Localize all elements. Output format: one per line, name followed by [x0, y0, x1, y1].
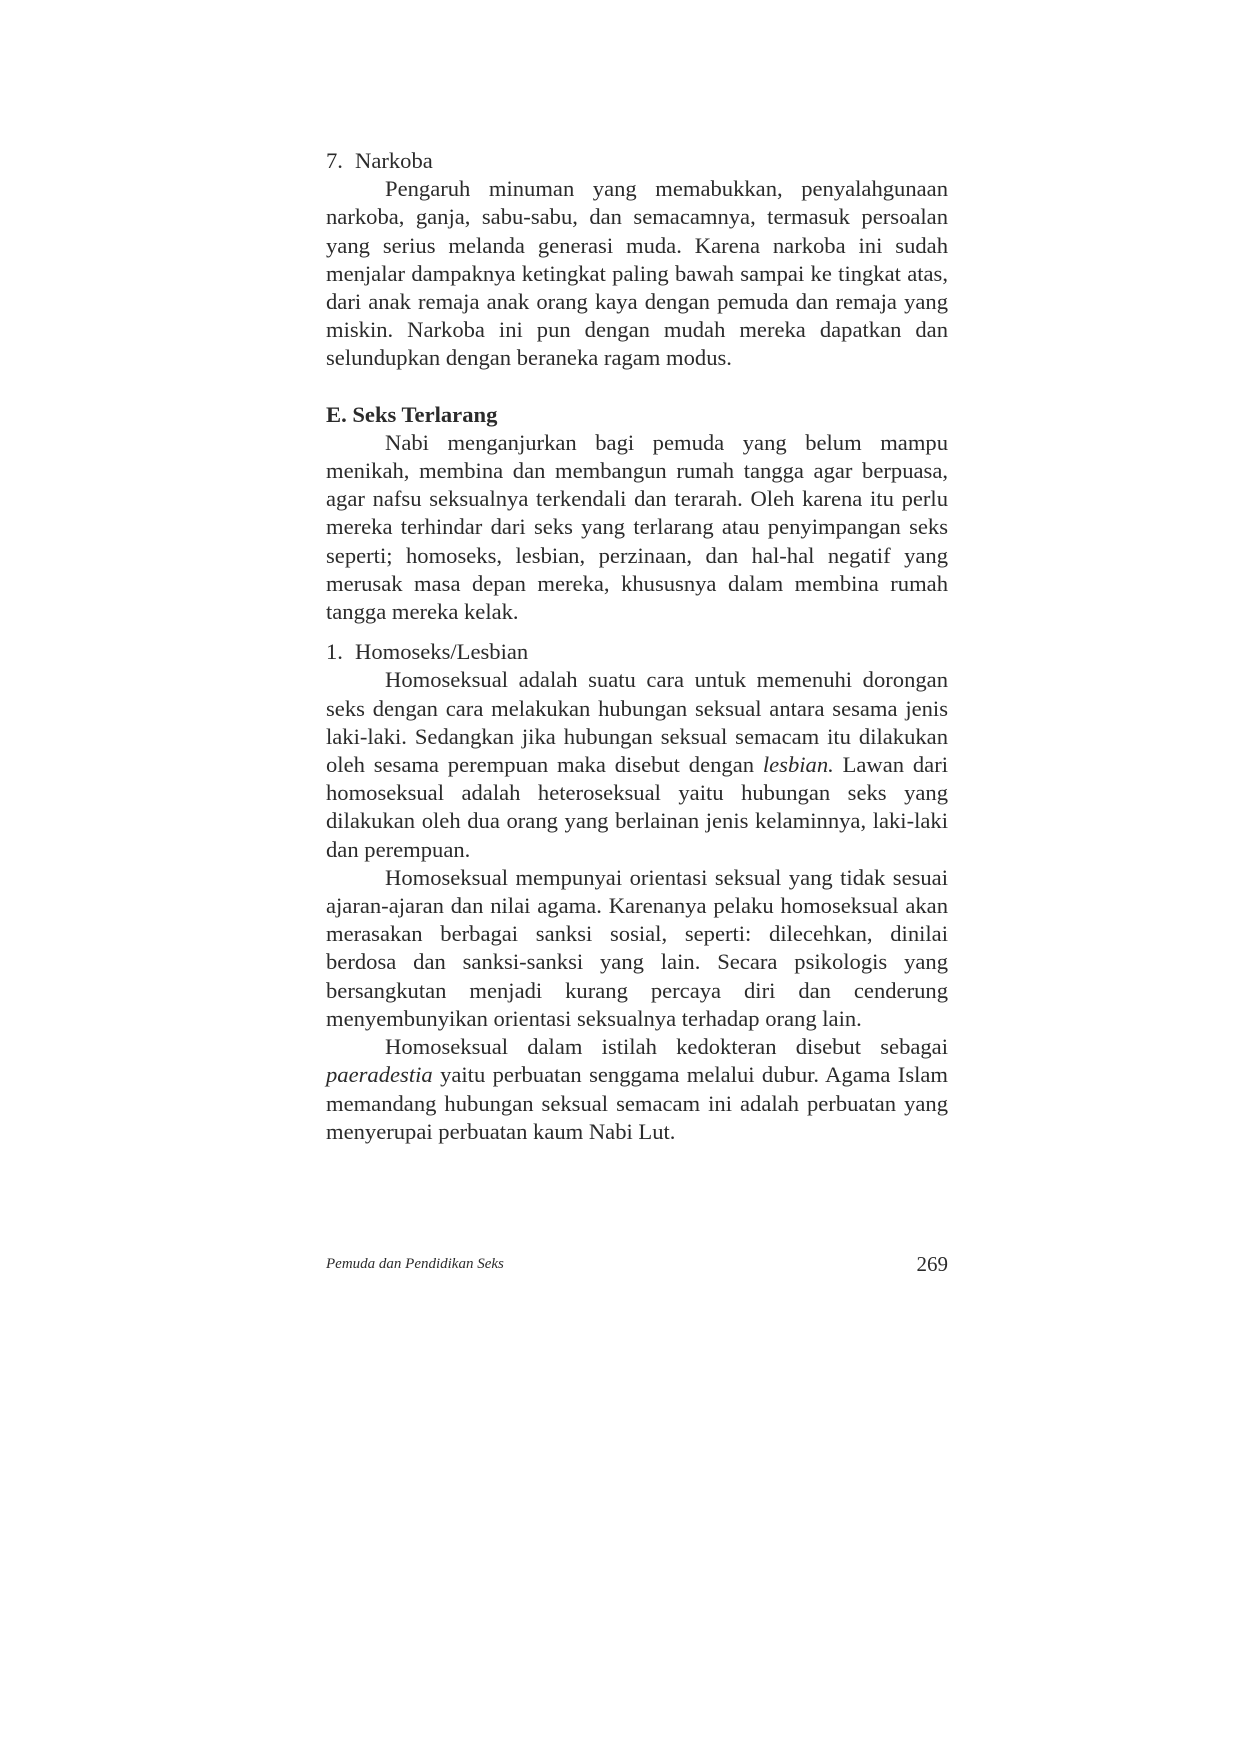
homoseksual-p1-text-b: Lawan dari homoseksual adalah heteroseksual yaitu hubungan seks yang dilakukan oleh dua orang yang berlainan jenis kelaminnya, laki-laki dan perempuan.	[326, 752, 948, 862]
paeradestia-term: paeradestia	[326, 1062, 433, 1088]
narkoba-paragraph: Pengaruh minuman yang memabukkan, penyalahgunaan narkoba, ganja, sabu-sabu, dan semacamnya, termasuk persoalan yang serius melanda generasi muda. Karena narkoba ini sudah menjalar dampaknya ketingkat paling bawah sampai ke tingkat atas, dari anak remaja anak orang kaya dengan pemuda dan remaja yang miskin. Narkoba ini pun dengan mudah mereka dapatkan dan selundupkan dengan beraneka ragam modus.	[326, 176, 948, 371]
homoseksual-paragraph-2: Homoseksual mempunyai orientasi seksual yang tidak sesuai ajaran-ajaran dan nilai agama. Karenanya pelaku homoseksual akan merasakan berbagai sanksi sosial, seperti: dilecehkan, dinilai berdosa dan sanksi-sanksi yang lain. Secara psikologis yang bersangkutan menjadi kurang percaya diri dan cenderung menyembunyikan orientasi seksualnya terhadap orang lain.	[326, 864, 948, 1031]
homoseksual-paragraph-3	[326, 1033, 948, 1146]
homoseksual-p3-text-b: yaitu perbuatan senggama melalui dubur. Agama Islam memandang hubungan seksual semacam ini adalah perbuatan yang menyerupai perbuatan kaum Nabi Lut.	[326, 1062, 948, 1144]
running-footer-title: Pemuda dan Pendidikan Seks	[326, 1256, 504, 1272]
seks-terlarang-paragraph: Nabi menganjurkan bagi pemuda yang belum mampu menikah, membina dan membangun rumah tangga agar berpuasa, agar nafsu seksualnya terkendali dan terarah. Oleh karena itu perlu mereka terhindar dari seks yang terlarang atau penyimpangan seks seperti; homoseks, lesbian, perzinaan, dan hal-hal negatif yang merusak masa depan mereka, khususnya dalam membina rumah tangga mereka kelak.	[326, 429, 948, 625]
item-7-heading	[326, 147, 948, 175]
page-number: 269	[916, 1252, 948, 1276]
item-1-title: Homoseks/Lesbian	[355, 639, 529, 665]
homoseksual-paragraph-1	[326, 666, 948, 863]
homoseksual-p1-text-a: Homoseksual adalah suatu cara untuk memenuhi dorongan seks dengan cara melakukan hubungan seksual antara sesama jenis laki-laki. Sedangkan jika hubungan seksual semacam itu dilakukan oleh sesama perempuan maka disebut dengan	[326, 667, 948, 778]
section-e-heading: E. Seks Terlarang	[326, 401, 498, 427]
page-body	[326, 147, 948, 1146]
item-7-number: 7.	[326, 148, 343, 173]
item-1-heading	[326, 638, 948, 666]
item-7-title: Narkoba	[355, 148, 433, 173]
item-1-number: 1.	[326, 639, 343, 665]
lesbian-term: lesbian.	[762, 752, 834, 778]
homoseksual-p3-text-a: Homoseksual dalam istilah kedokteran disebut sebagai	[385, 1034, 948, 1060]
